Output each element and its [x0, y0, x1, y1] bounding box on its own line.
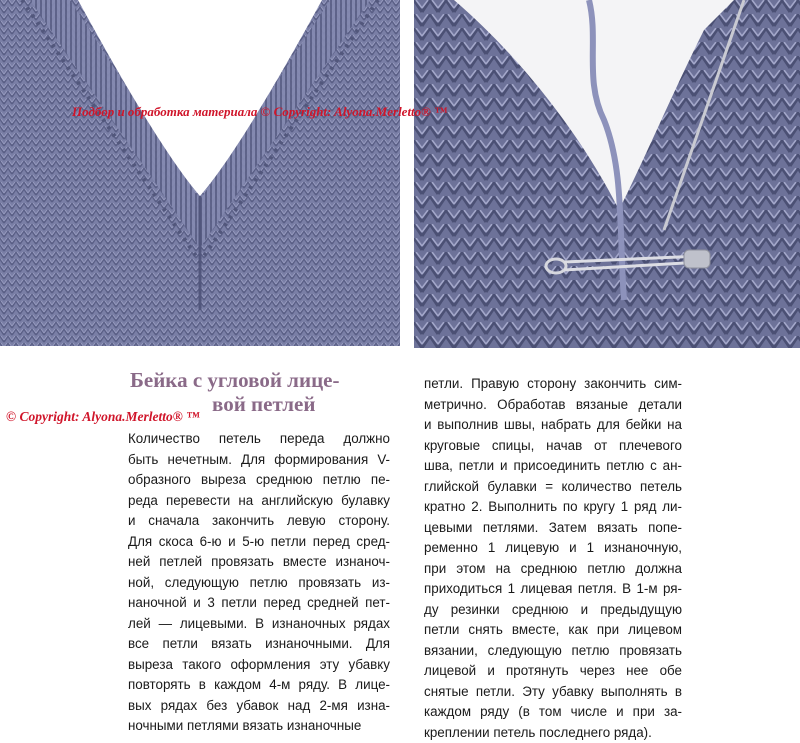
text-line: лицевой и протянуть через нее обе: [424, 661, 682, 682]
text-line: реда перевести на английскую булавку: [128, 491, 390, 512]
article-title-line-1: Бейка с угловой лице-: [130, 368, 339, 392]
text-line: ной, следующую петлю провязать из-: [128, 573, 390, 594]
text-line: вязании, следующую петлю провязать: [424, 641, 682, 662]
text-line: шва, петли и присоединить петлю с ан-: [424, 456, 682, 477]
article-title-line-2: вой петлей: [212, 392, 315, 416]
text-line: и выполнив швы, набрать для бейки на: [424, 415, 682, 436]
text-line: снятые петли. Эту убавку выполнять в: [424, 682, 682, 703]
text-line: кратно 2. Выполнить по кругу 1 ряд ли-: [424, 497, 682, 518]
text-line: ду резинки среднюю и предыдущую: [424, 600, 682, 621]
text-line: цевыми петлями. Затем вязать попе-: [424, 518, 682, 539]
text-line: метрично. Обработав вязаные детали: [424, 395, 682, 416]
text-line: и сначала закончить левую сторону.: [128, 511, 390, 532]
text-line: креплении петель последнего ряда).: [424, 723, 682, 743]
watermark-copyright-top: Подбор и обработка материала © Copyright: Alyona.Merletto® ™: [72, 104, 447, 120]
text-line: петли снять вместе, как при лицевом: [424, 620, 682, 641]
text-line: образного выреза среднюю петлю пе-: [128, 470, 390, 491]
watermark-copyright-mid: © Copyright: Alyona.Merletto® ™: [6, 409, 200, 425]
photo-vneck-front: [0, 0, 400, 346]
text-line: повторять в каждом 4-м ряду. В лице-: [128, 675, 390, 696]
text-line: Количество петель переда должно: [128, 429, 390, 450]
text-line: ременно 1 лицевую и 1 изнаночную,: [424, 538, 682, 559]
text-line: наночной и 3 петли перед средней пет-: [128, 593, 390, 614]
text-line: петли. Правую сторону закончить сим-: [424, 374, 682, 395]
text-column-right: [424, 374, 682, 743]
text-line: каждом ряду (в том числе и при за-: [424, 702, 682, 723]
text-line: ночными петлями вязать изнаночные: [128, 716, 390, 737]
text-line: все петли вязать изнаночными. Для: [128, 634, 390, 655]
text-line: при этом на среднюю петлю должна: [424, 559, 682, 580]
text-line: вых рядах без убавок над 2-мя изна-: [128, 696, 390, 717]
text-line: приходиться 1 лицевая петля. В 1-м ря-: [424, 579, 682, 600]
text-line: Для скоса 6-ю и 5-ю петли перед сред-: [128, 532, 390, 553]
text-line: ней петлей провязать вместе изнаноч-: [128, 552, 390, 573]
text-line: глийской булавки = количество петель: [424, 477, 682, 498]
text-line: круговые спицы, начав от плечевого: [424, 436, 682, 457]
text-line: быть нечетным. Для формирования V-: [128, 450, 390, 471]
photo-safety-pin-closeup: [414, 0, 800, 348]
text-line: выреза такого оформления эту убавку: [128, 655, 390, 676]
text-column-left: [128, 429, 390, 737]
text-line: лей — лицевыми. В изнаночных рядах: [128, 614, 390, 635]
